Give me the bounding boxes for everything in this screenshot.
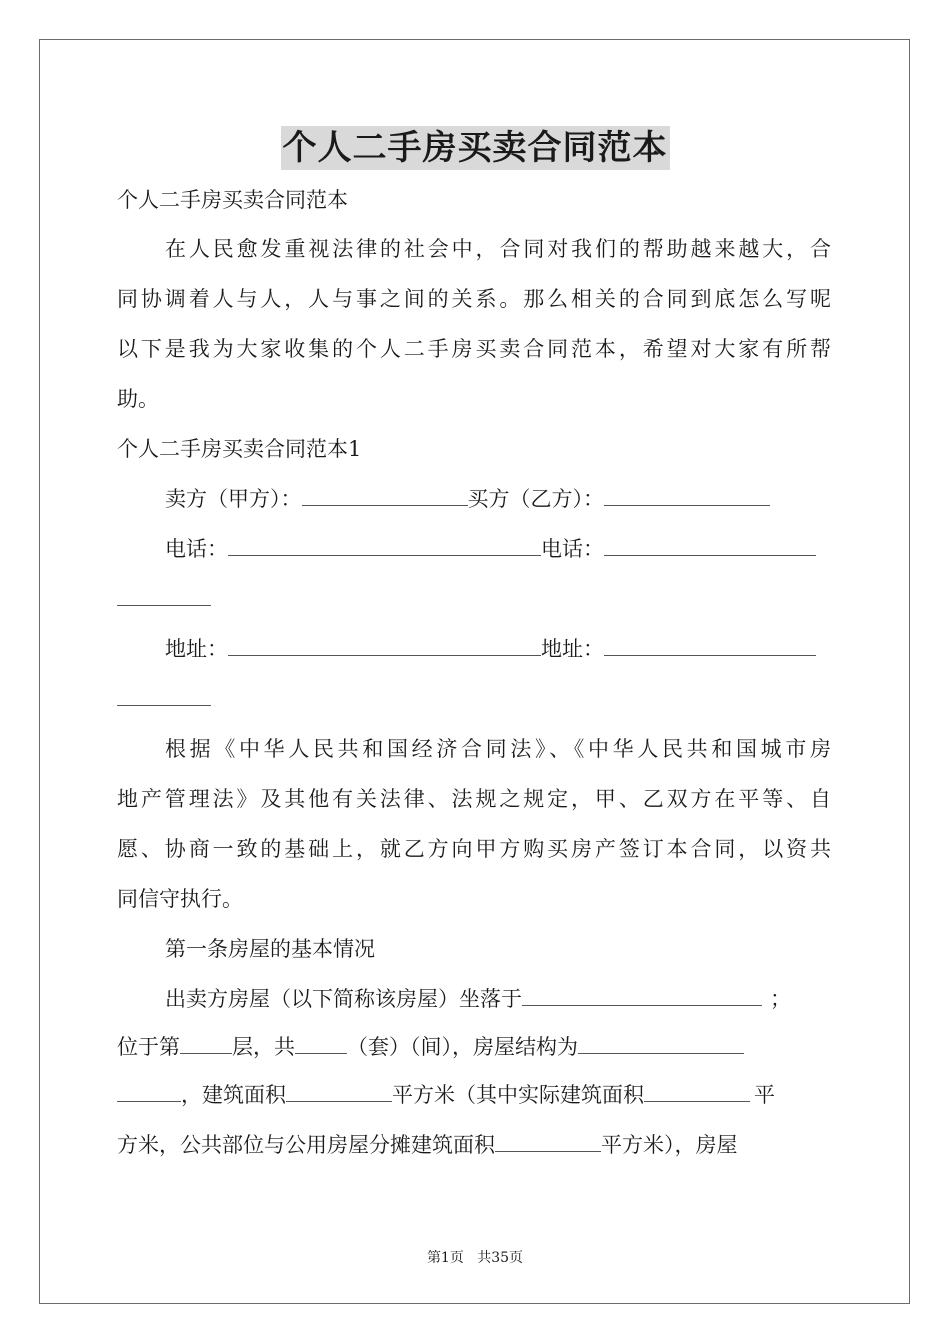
buyer-phone-blank-cont[interactable]: [117, 586, 211, 606]
article1-line-4: [117, 1130, 738, 1160]
phone-line: [165, 534, 816, 564]
buyer-label: 买方（乙方）：: [467, 487, 604, 511]
intro-line: 在人民愈发重视法律的社会中，合同对我们的帮助越来越大，合: [165, 237, 831, 261]
seller-blank[interactable]: [302, 486, 468, 506]
location-label: 出卖方房屋（以下简称该房屋）坐落于: [165, 987, 522, 1011]
article1-heading: 第一条房屋的基本情况: [165, 937, 375, 961]
structure-label: （套）（间），房屋结构为: [347, 1035, 578, 1059]
phone-label: 电话：: [165, 537, 228, 561]
address-line: [165, 634, 816, 664]
building-area-label: ，建筑面积: [181, 1083, 286, 1107]
seller-address-blank[interactable]: [228, 636, 541, 656]
basis-line: 愿、协商一致的基础上，就乙方向甲方购买房产签订本合同，以资共: [117, 837, 831, 861]
address-label-2: 地址：: [541, 637, 604, 661]
title-container: [0, 126, 950, 170]
document-title: 个人二手房买卖合同范本: [282, 128, 668, 168]
section-heading: 个人二手房买卖合同范本1: [117, 437, 362, 461]
phone-continuation: [117, 584, 211, 614]
intro-line: 同协调着人与人，人与事之间的关系。那么相关的合同到底怎么写呢: [117, 287, 831, 311]
total-floors-blank[interactable]: [295, 1034, 347, 1054]
phone-label-2: 电话：: [541, 537, 604, 561]
page-number: 第1页: [426, 1250, 464, 1266]
buyer-address-blank[interactable]: [604, 636, 816, 656]
structure-blank[interactable]: [578, 1034, 744, 1054]
basis-line: 根据《中华人民共和国经济合同法》、《中华人民共和国城市房: [165, 737, 831, 761]
buyer-blank[interactable]: [604, 486, 770, 506]
unit-label: 平: [754, 1083, 775, 1107]
intro-line: 助。: [117, 387, 159, 411]
intro-line: 以下是我为大家收集的个人二手房买卖合同范本，希望对大家有所帮: [117, 337, 831, 361]
total-floors-label: 层，共: [232, 1035, 295, 1059]
page-border: [39, 39, 910, 1304]
seller-label: 卖方（甲方）：: [165, 487, 302, 511]
shared-area-blank[interactable]: [495, 1132, 601, 1152]
shared-area-suffix: 平方米），房屋: [601, 1133, 738, 1157]
basis-line: 同信守执行。: [117, 887, 243, 911]
floor-blank[interactable]: [180, 1034, 232, 1054]
semicolon: ；: [770, 987, 791, 1011]
subtitle: 个人二手房买卖合同范本: [117, 188, 348, 212]
seller-phone-blank[interactable]: [228, 536, 541, 556]
address-continuation: [117, 684, 211, 714]
address-label: 地址：: [165, 637, 228, 661]
location-blank[interactable]: [522, 986, 762, 1006]
page-footer: [0, 1248, 950, 1268]
parties-line: [165, 484, 770, 514]
actual-area-label: 平方米（其中实际建筑面积: [392, 1083, 644, 1107]
shared-area-label: 方米，公共部位与公用房屋分摊建筑面积: [117, 1133, 495, 1157]
buyer-address-blank-cont[interactable]: [117, 686, 211, 706]
building-area-blank[interactable]: [286, 1082, 392, 1102]
article1-line-3: [117, 1080, 775, 1110]
buyer-phone-blank[interactable]: [604, 536, 816, 556]
actual-area-blank[interactable]: [644, 1082, 750, 1102]
article1-line-2: [117, 1032, 744, 1062]
page-total: 共35页: [477, 1250, 524, 1266]
floor-label: 位于第: [117, 1035, 180, 1059]
structure-blank-cont[interactable]: [117, 1082, 181, 1102]
article1-line-1: [165, 984, 791, 1014]
basis-line: 地产管理法》及其他有关法律、法规之规定，甲、乙双方在平等、自: [117, 787, 831, 811]
